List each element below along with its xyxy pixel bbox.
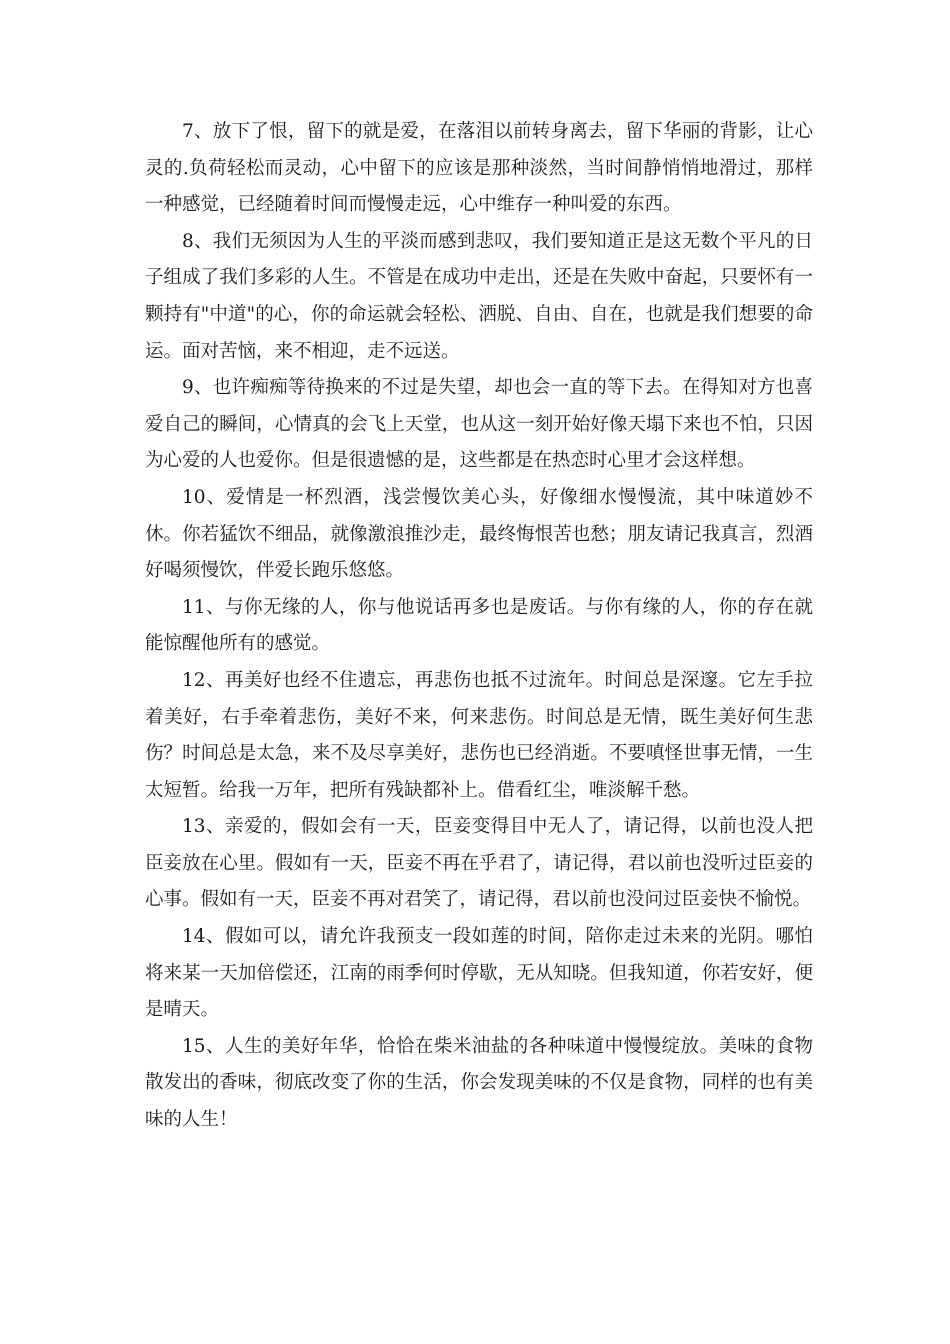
paragraph-14: 14、假如可以，请允许我预支一段如莲的时间，陪你走过未来的光阴。哪怕将来某一天加倍偿还，江南的雨季何时停歇，无从知晓。但我知道，你若安好，便是晴天。 — [145, 926, 813, 1021]
paragraph-12: 12、再美好也经不住遗忘，再悲伤也抵不过流年。时间总是深邃。它左手拉着美好，右手牵着悲伤，美好不来，何来悲伤。时间总是无情，既生美好何生悲伤？时间总是太急，来不及尽享美好，悲伤也已经消逝。不要嗔怪世事无情，一生太短暂。给我一万年，把所有残缺都补上。借看红尘，唯淡解千愁。 — [145, 669, 813, 801]
paragraph-9: 9、也许痴痴等待换来的不过是失望，却也会一直的等下去。在得知对方也喜爱自己的瞬间，心情真的会飞上天堂，也从这一刻开始好像天塌下来也不怕，只因为心爱的人也爱你。但是很遗憾的是，这些都是在热恋时心里才会这样想。 — [145, 377, 813, 472]
paragraph-15: 15、人生的美好年华，恰恰在柴米油盐的各种味道中慢慢绽放。美味的食物散发出的香味，彻底改变了你的生活，你会发现美味的不仅是食物，同样的也有美味的人生！ — [145, 1035, 813, 1131]
paragraph-10: 10、爱情是一杯烈酒，浅尝慢饮美心头，好像细水慢慢流，其中味道妙不休。你若猛饮不细品，就像激浪推沙走，最终悔恨苦也愁；朋友请记我真言，烈酒好喝须慢饮，伴爱长跑乐悠悠。 — [145, 486, 813, 582]
paragraph-7: 7、放下了恨，留下的就是爱，在落泪以前转身离去，留下华丽的背影，让心灵的.负荷轻松而灵动，心中留下的应该是那种淡然，当时间静悄悄地滑过，那样一种感觉，已经随着时间而慢慢走远，心中维存一种叫爱的东西。 — [145, 121, 813, 216]
paragraph-8: 8、我们无须因为人生的平淡而感到悲叹，我们要知道正是这无数个平凡的日子组成了我们多彩的人生。不管是在成功中走出，还是在失败中奋起，只要怀有一颗持有"中道"的心，你的命运就会轻松、洒脱、自由、自在，也就是我们想要的命运。面对苦恼，来不相迎，走不远送。 — [145, 230, 813, 362]
paragraph-13: 13、亲爱的，假如会有一天，臣妾变得目中无人了，请记得，以前也没人把臣妾放在心里。假如有一天，臣妾不再在乎君了，请记得，君以前也没听过臣妾的心事。假如有一天，臣妾不再对君笑了，请记得，君以前也没问过臣妾快不愉悦。 — [145, 816, 813, 911]
document-body — [145, 114, 813, 1139]
paragraph-11: 11、与你无缘的人，你与他说话再多也是废话。与你有缘的人，你的存在就能惊醒他所有的感觉。 — [145, 596, 813, 655]
